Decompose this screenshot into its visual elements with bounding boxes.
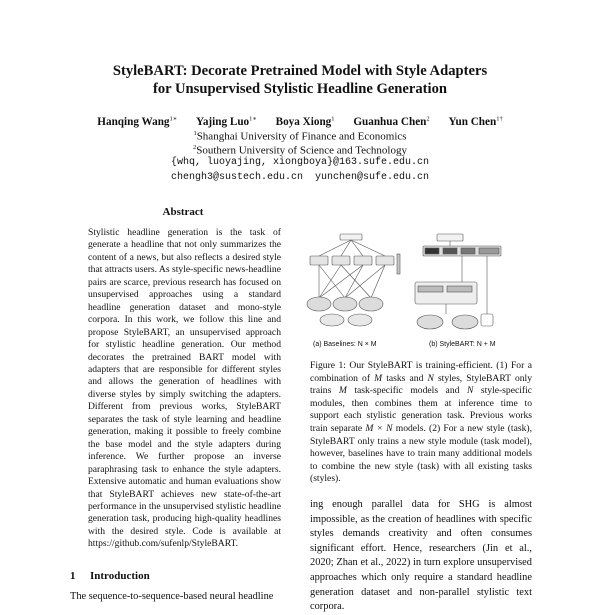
author-1: Hanqing Wang$^{1∗}$: [97, 115, 178, 128]
title-line-2: for Unsupervised Stylistic Headline Generation: [152, 80, 448, 97]
section-title: Introduction: [90, 570, 150, 582]
baseline-task-box-1: [310, 256, 328, 265]
figure-caption: [310, 360, 532, 486]
baselines-diagram: [307, 234, 400, 326]
baseline-model-box: [340, 234, 362, 240]
stylebart-adapter-1: [425, 248, 439, 254]
caption-math: N: [427, 372, 434, 384]
figure-caption-a: (a) Baselines: N × M: [313, 341, 377, 348]
baseline-style-node-2: [333, 297, 357, 311]
abstract-heading: Abstract: [162, 206, 204, 218]
stylebart-style-node-2: [452, 315, 478, 329]
baseline-side-bar: [397, 254, 400, 274]
stylebart-style-node-1: [417, 315, 443, 329]
paper-title: [0, 63, 600, 98]
caption-text: styles, StyleBART only trains: [310, 372, 532, 397]
caption-text: Figure 1: Our StyleBART is training-efficient. (1) For a combination of: [310, 360, 532, 384]
section-number: 1: [70, 570, 76, 582]
stylebart-task-block: [415, 282, 477, 304]
author-4: Guanhua Chen$^2$: [353, 115, 430, 128]
caption-text: models. (2) For a new style (task), StyleBART only trains a new style module (task model), however, baselines have to train many additional models to combine the new style (task) with all existing tasks (styles).: [310, 422, 532, 485]
section-heading-introduction: [70, 570, 150, 582]
stylebart-adapter-2: [443, 248, 457, 254]
caption-math: N: [466, 385, 474, 397]
caption-text: task-specific models and: [346, 385, 467, 397]
baseline-style-node-3: [359, 297, 383, 311]
stylebart-task-2: [447, 286, 472, 292]
stylebart-adapter-3: [461, 248, 475, 254]
baseline-task-box-3: [354, 256, 372, 265]
baseline-task-box-2: [332, 256, 350, 265]
figure-caption-b: (b) StyleBART: N + M: [429, 341, 496, 348]
figure-diagram: [305, 232, 530, 352]
stylebart-model-box: [437, 234, 463, 241]
author-2: Yajing Luo$^{1∗}$: [196, 115, 257, 128]
figure-1: [305, 232, 530, 352]
baseline-task-box-4: [376, 256, 394, 265]
baseline-style-node-5: [348, 314, 372, 326]
caption-text: tasks and: [382, 372, 428, 384]
baseline-style-node-4: [320, 314, 344, 326]
stylebart-new-style-icon: [481, 314, 493, 326]
affiliation-2: $^2$Southern University of Science and Technology: [193, 144, 407, 157]
author-5: Yun Chen$^{1\dagger}$: [448, 115, 503, 128]
affiliation-1: $^1$Shanghai University of Finance and Economics: [193, 130, 407, 143]
caption-math: M × N: [365, 422, 393, 434]
stylebart-adapter-4: [479, 248, 499, 254]
title-line-1: StyleBART: Decorate Pretrained Model with Style Adapters: [112, 63, 488, 79]
caption-math: M: [338, 385, 347, 397]
author-3: Boya Xiong$^1$: [275, 115, 335, 128]
stylebart-task-1: [418, 286, 443, 292]
right-column-text: ing enough parallel data for SHG is almost impossible, as the creation of headlines with specific styles demands creativity and often consumes significant effort. Hence, researchers (Jin et al., 2020; Zhan et al., 2022) in turn explore unsupervised approaches which only require a standard headline generation dataset and non-parallel stylistic text corpora.: [310, 499, 532, 613]
caption-math: M: [374, 372, 383, 384]
stylebart-diagram: [415, 234, 501, 329]
abstract-text: Stylistic headline generation is the task of generate a headline that not only summarizes the content of a news, but also reflects a desired style that attracts users. As style-specific news-headline pairs are scarce, previous research has focused on unsupervised approaches using a standard headline generation dataset and mono-style corpora. In this work, we follow this line and propose StyleBART, an unsupervised approach for stylistic headline generation. Our method decorates the pretrained BART model with adapters that are responsible for different styles and allows the generation of headlines with diverse styles by simply switching the adapters. Different from previous works, StyleBART separates the task of style learning and headline generation, making it possible to freely combine the base model and the style adapters during inference. We further propose an inverse paraphrasing task to enhance the style adapters. Extensive automatic and human evaluations show that StyleBART achieves new state-of-the-art performance in the unsupervised stylistic headline generation task, producing high-quality headlines with the desired style. Code is available at https://github.com/sufenlp/StyleBART.: [88, 227, 281, 550]
email-line-2: chengh3@sustech.edu.cn yunchen@sufe.edu.cn: [170, 172, 430, 183]
baseline-style-node-1: [307, 297, 331, 311]
caption-text: style-specific modules, then combines them at inference time to support each stylistic generation task. Previous works train separate: [310, 385, 533, 434]
introduction-text: The sequence-to-sequence-based neural headline: [70, 591, 274, 602]
email-line-1: {whq, luoyajing, xiongboya}@163.sufe.edu.cn: [170, 157, 430, 168]
